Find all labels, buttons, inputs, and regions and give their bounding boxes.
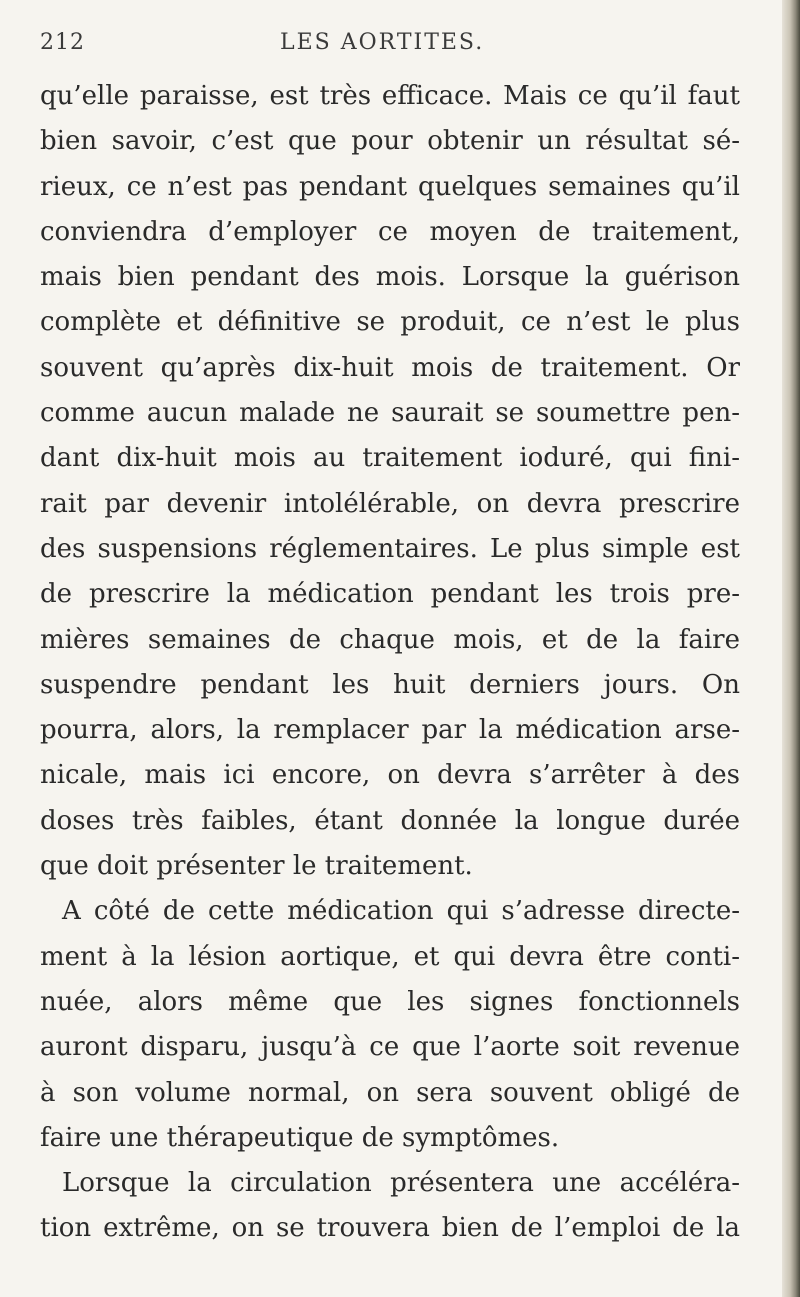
text-line: tion extrême, on se trouvera bien de l’emploi de la xyxy=(40,1213,740,1244)
text-line: des suspensions réglementaires. Le plus simple est xyxy=(40,533,740,564)
running-head: LES AORTITES. xyxy=(280,30,485,55)
body-text xyxy=(40,74,740,1252)
text-line: complète et définitive se produit, ce n’est le plus xyxy=(40,307,740,338)
text-line: Lorsque la circulation présentera une accéléra- xyxy=(62,1168,740,1199)
text-line: qu’elle paraisse, est très efficace. Mais ce qu’il faut xyxy=(40,81,740,111)
page-number: 212 xyxy=(40,30,85,55)
text-line: faire une thérapeutique de symptômes. xyxy=(40,1122,560,1153)
page-edge-shadow xyxy=(782,0,800,1297)
text-line: souvent qu’après dix-huit mois de traitement. Or xyxy=(40,352,740,383)
text-line: nicale, mais ici encore, on devra s’arrêter à des xyxy=(40,760,740,791)
text-line: à son volume normal, on sera souvent obligé de xyxy=(40,1077,740,1108)
text-line: nuée, alors même que les signes fonctionnels xyxy=(40,986,740,1017)
text-line: suspendre pendant les huit derniers jours. On xyxy=(40,669,740,700)
text-line: dant dix-huit mois au traitement ioduré, qui fini- xyxy=(40,443,740,474)
text-line: rieux, ce n’est pas pendant quelques semaines qu’il xyxy=(40,171,740,202)
text-line: conviendra d’employer ce moyen de traitement, xyxy=(40,216,740,247)
text-line: bien savoir, c’est que pour obtenir un résultat sé- xyxy=(40,126,740,157)
text-line: A côté de cette médication qui s’adresse directe- xyxy=(62,896,740,927)
text-line: doses très faibles, étant donnée la longue durée xyxy=(40,805,740,836)
text-line: auront disparu, jusqu’à ce que l’aorte soit revenue xyxy=(40,1032,740,1063)
text-line: mais bien pendant des mois. Lorsque la guérison xyxy=(40,262,740,293)
text-line: comme aucun malade ne saurait se soumettre pen- xyxy=(40,398,740,429)
text-line: pourra, alors, la remplacer par la médication arse- xyxy=(40,715,740,746)
text-line: rait par devenir intolélérable, on devra prescrire xyxy=(40,488,740,519)
text-line: ment à la lésion aortique, et qui devra être conti- xyxy=(40,941,740,972)
text-line: de prescrire la médication pendant les trois pre- xyxy=(40,579,740,610)
text-line: que doit présenter le traitement. xyxy=(40,851,473,882)
page-header xyxy=(40,30,780,64)
text-line: mières semaines de chaque mois, et de la faire xyxy=(40,624,740,655)
